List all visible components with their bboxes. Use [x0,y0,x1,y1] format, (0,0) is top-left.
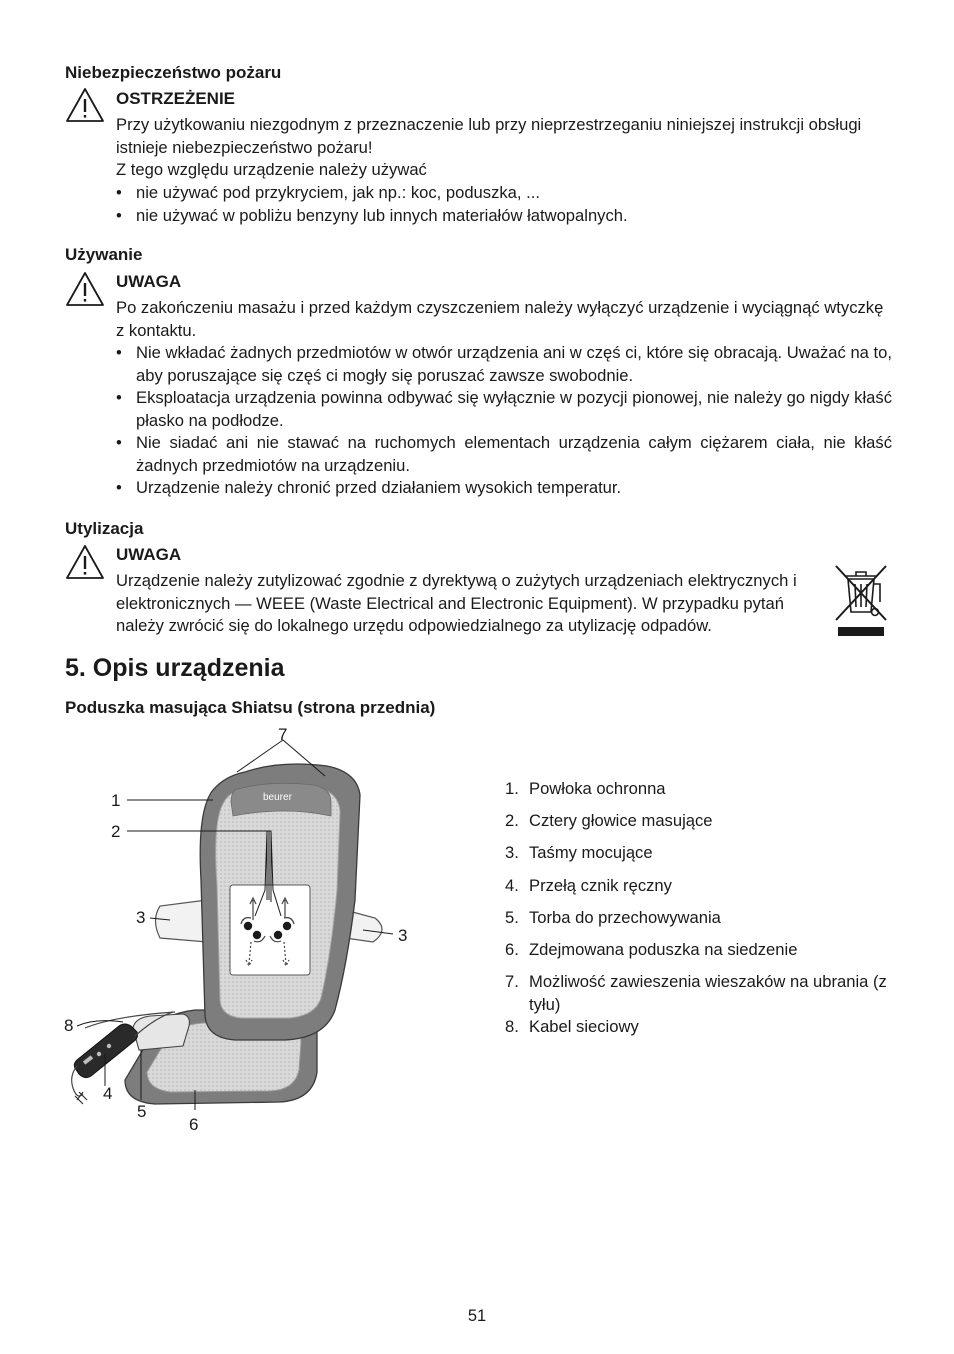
legend-item: 2. Cztery głowice masujące [505,811,713,831]
callout-6: 6 [189,1115,199,1134]
warning-label: UWAGA [116,545,182,564]
legend-item: 8. Kabel sieciowy [505,1017,639,1037]
callout-2: 2 [111,822,121,841]
paragraph: Z tego względu urządzenie należy używać [116,160,427,179]
list-item: • nie używać w pobliżu benzyny lub innych materiałów łatwopalnych. [116,205,892,228]
callout-3-left: 3 [136,908,146,927]
legend-item: 7. Możliwość zawieszenia wieszaków na ubrania (z tyłu) [505,972,887,1014]
callout-8: 8 [64,1016,74,1035]
crossed-out-wheelie-bin-icon [832,562,890,638]
callout-4: 4 [103,1084,113,1103]
legend-item: 4. Przełą cznik ręczny [505,875,672,895]
legend-item: 1. Powłoka ochronna [505,779,666,798]
brand-logo: beurer [263,792,292,803]
chapter-title: 5. Opis urządzenia [65,654,285,682]
bullet-list [116,182,892,227]
list-item: • nie używać pod przykryciem, jak np.: koc, poduszka, ... [116,182,892,205]
section-title-usage: Używanie [65,245,143,264]
warning-triangle-icon [65,271,105,307]
warning-label: OSTRZEŻENIE [116,89,236,108]
warning-triangle-icon [65,544,105,580]
callout-3-right: 3 [398,926,408,945]
figure-title: Poduszka masująca Shiatsu (strona przednia) [65,698,436,717]
page-number: 51 [467,1307,487,1325]
section-title-disposal: Utylizacja [65,519,144,538]
list-item: • Urządzenie należy chronić przed działaniem wysokich temperatur. [116,477,892,500]
warning-label: UWAGA [116,272,182,291]
legend-item: 6. Zdejmowana poduszka na siedzenie [505,939,798,959]
massage-cushion-diagram [55,720,455,1140]
warning-triangle-icon [65,87,105,123]
list-item: • Nie siadać ani nie stawać na ruchomych elementach urządzenia całym ciężarem ciała, nie kłaść żadnych przedmiotów na urządzeniu. [116,432,892,477]
paragraph: Po zakończeniu masażu i przed każdym czyszczeniem należy wyłączyć urządzenie i wyciągnąć wtyczkę z kontaktu. [116,298,884,340]
paragraph: Urządzenie należy zutylizować zgodnie z dyrektywą o zużytych urządzeniach elektrycznych i elektronicznych — WEEE (Waste Electrical and Electronic Equipment). W przypadku pytań należy zwrócić się do lokalnego urzędu odpowiedzialnego za utylizację odpadów. [116,571,797,635]
parts-legend [505,778,895,1048]
callout-7: 7 [278,725,288,744]
callout-1: 1 [111,791,121,810]
legend-item: 5. Torba do przechowywania [505,907,721,927]
bullet-list [116,342,892,500]
callout-5: 5 [137,1102,147,1121]
paragraph: Przy użytkowaniu niezgodnym z przeznaczenie lub przy nieprzestrzeganiu niniejszej instrukcji obsługi istnieje niebezpieczeństwo pożaru! [116,115,862,157]
list-item: • Nie wkładać żadnych przedmiotów w otwór urządzenia ani w częś ci, które się obracają. Uważać na to, aby poruszające się częś ci mogły się poruszać zawsze swobodnie. [116,342,892,387]
legend-item: 3. Taśmy mocujące [505,843,653,863]
section-title-fire: Niebezpieczeństwo pożaru [65,63,282,82]
list-item: • Eksploatacja urządzenia powinna odbywać się wyłącznie w pozycji pionowej, nie należy go nigdy kłaść płasko na podłodze. [116,387,892,432]
